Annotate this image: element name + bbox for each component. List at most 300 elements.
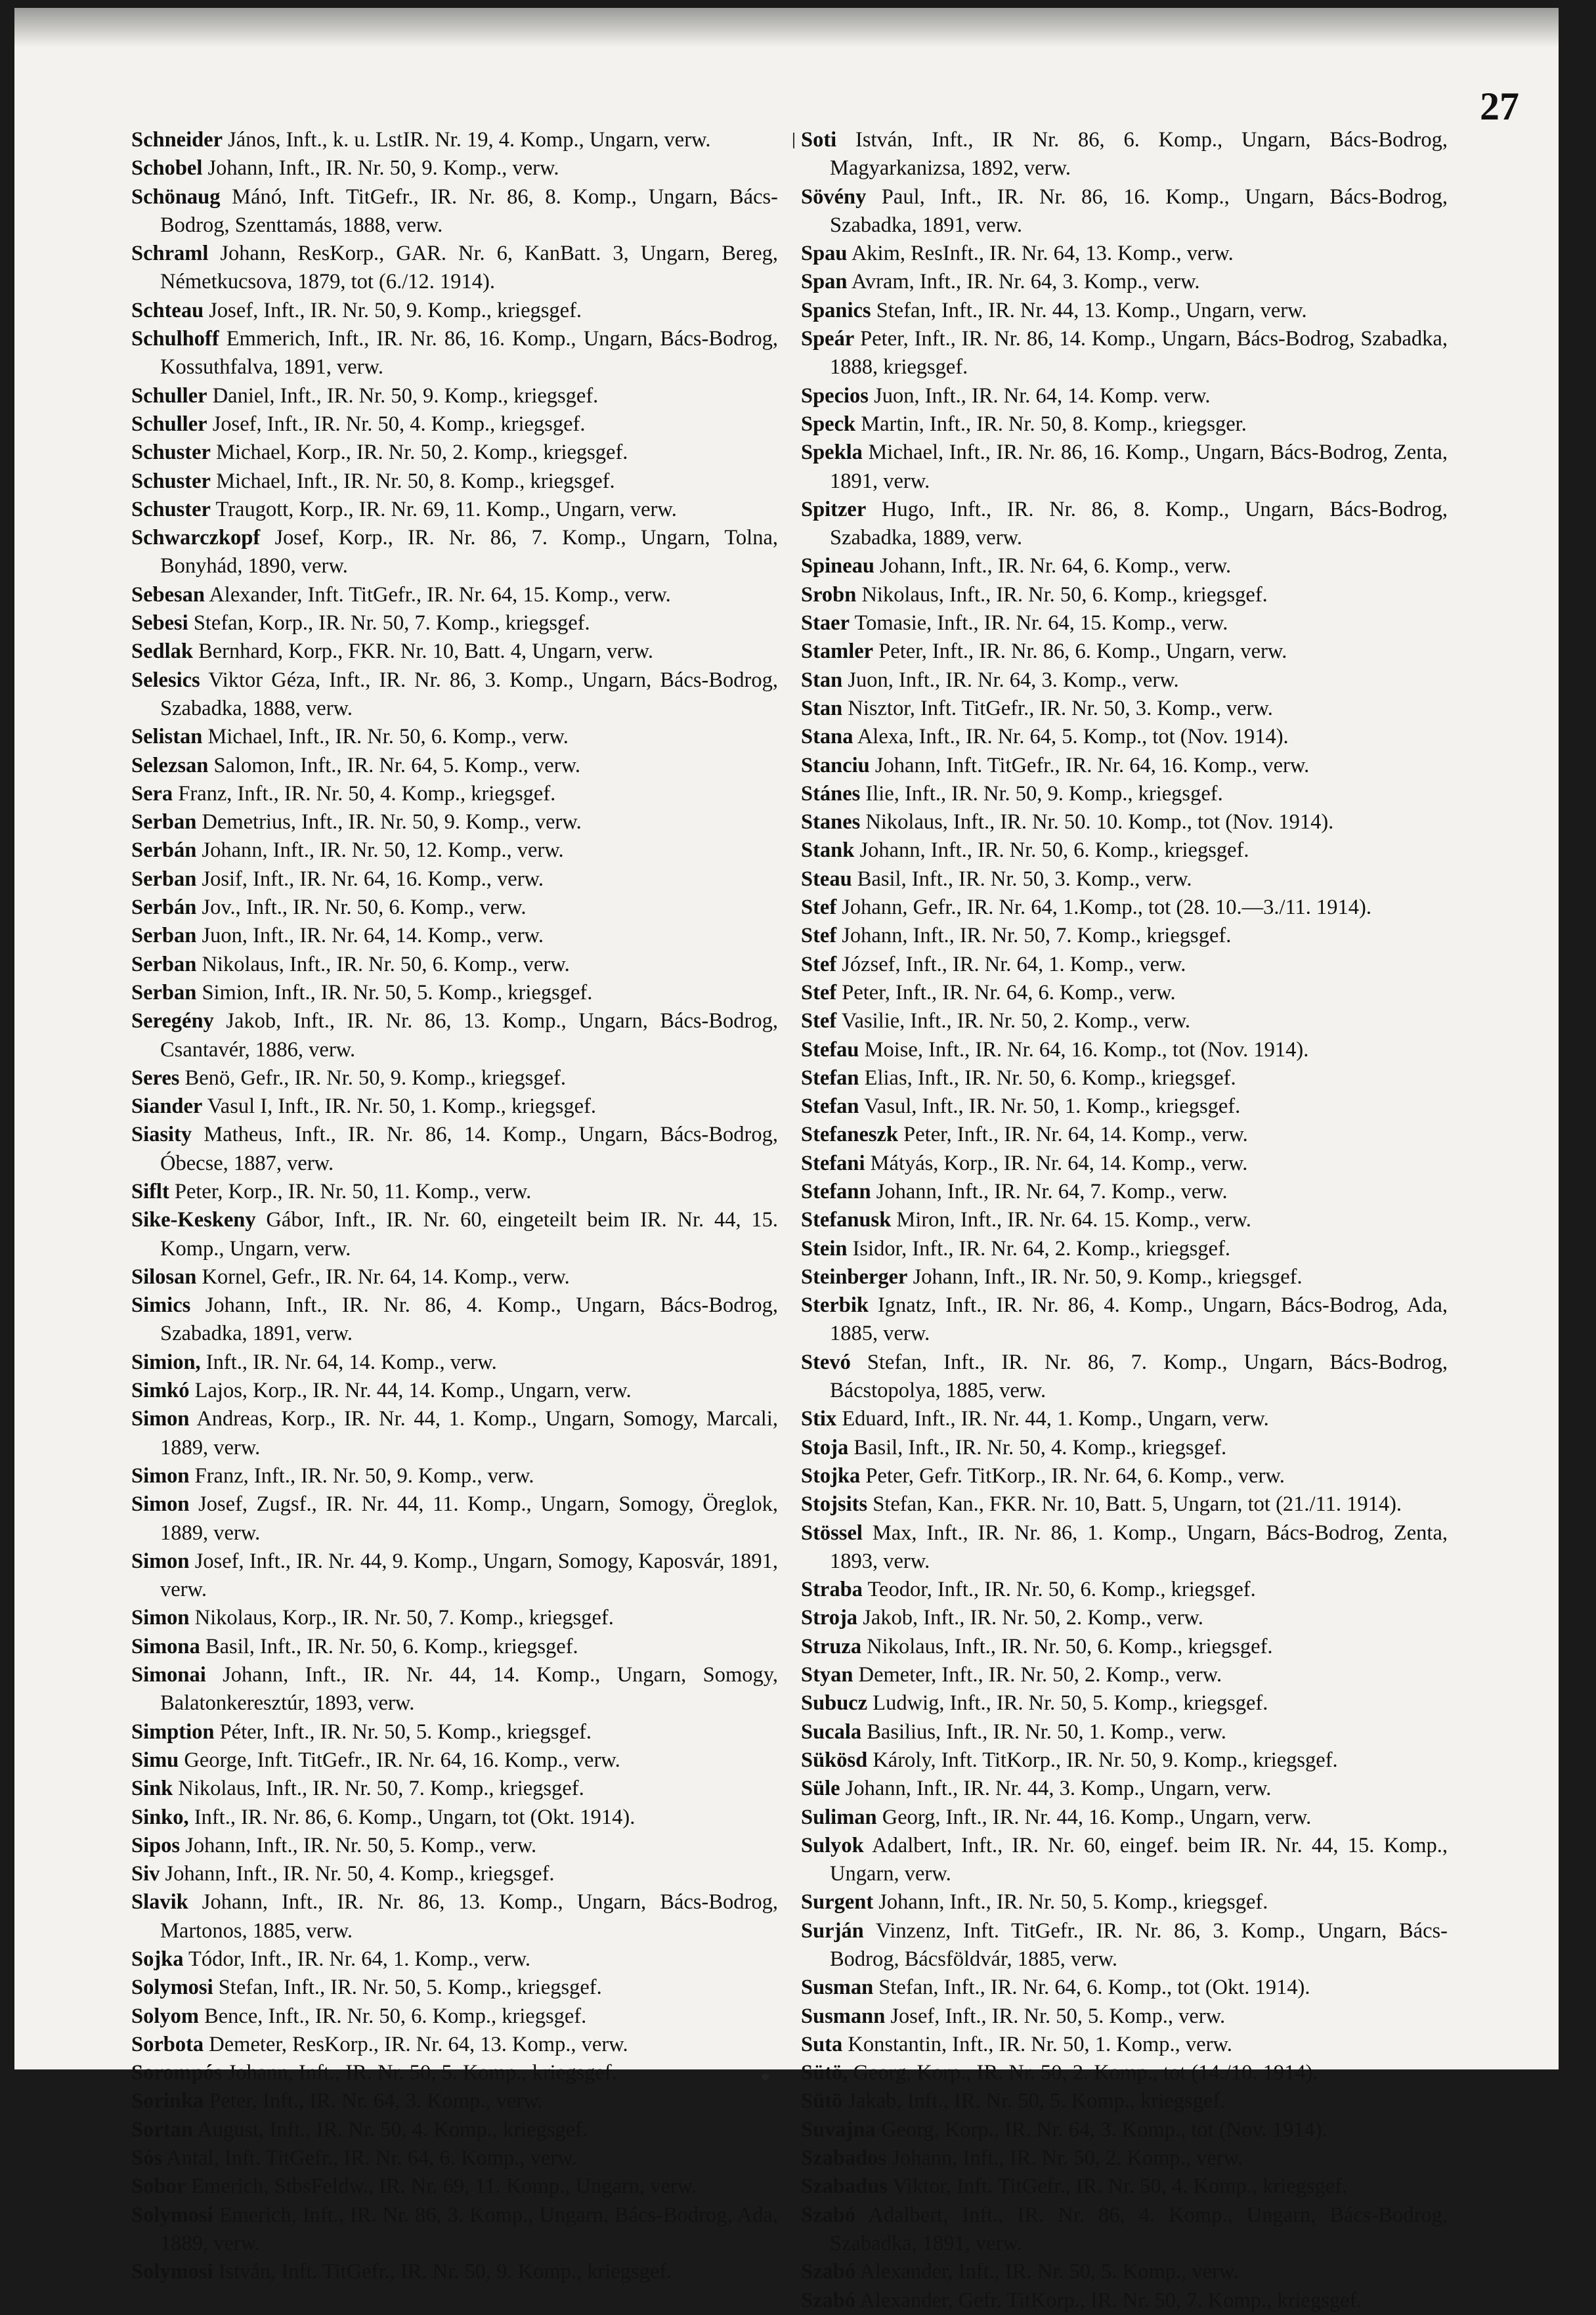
entry-surname: Sterbik bbox=[801, 1293, 869, 1318]
entry-surname: Soti bbox=[801, 128, 837, 152]
entry-details: Nikolaus, Inft., IR. Nr. 50, 7. Komp., kriegsgef. bbox=[173, 1777, 584, 1801]
entry-surname: Spau bbox=[801, 242, 848, 266]
register-entry bbox=[131, 1775, 778, 1803]
entry-details: Johann, Inft., IR. Nr. 44, 3. Komp., Ungarn, verw. bbox=[840, 1777, 1272, 1801]
entry-details: Nikolaus, Inft., IR. Nr. 50, 6. Komp., verw. bbox=[196, 952, 570, 976]
entry-details: Alexander, Gefr. TitKorp., IR. Nr. 50, 7. Komp., kriegsgef. bbox=[855, 2288, 1362, 2312]
entry-surname: Sebesan bbox=[131, 582, 205, 607]
register-entry bbox=[131, 2258, 778, 2286]
entry-details: Johann, Inft., IR. Nr. 50, 5. Komp., verw. bbox=[180, 1833, 537, 1857]
entry-surname: Solymosi bbox=[131, 1976, 213, 2000]
entry-details: Viktor, Inft. TitGefr., IR. Nr. 50, 4. Komp., kriegsgef. bbox=[887, 2174, 1348, 2199]
register-entry bbox=[801, 1661, 1448, 1689]
entry-details: Konstantin, Inft., IR. Nr. 50, 1. Komp., verw. bbox=[842, 2032, 1232, 2056]
register-entry bbox=[801, 1604, 1448, 1632]
entry-details: Johann, Inft., IR. Nr. 50, 4. Komp., kriegsgef. bbox=[160, 1862, 555, 1886]
entry-details: Alexa, Inft., IR. Nr. 64, 5. Komp., tot (Nov. 1914). bbox=[853, 725, 1289, 749]
register-entry bbox=[131, 1405, 778, 1462]
register-entry bbox=[801, 552, 1448, 580]
register-entry bbox=[801, 979, 1448, 1007]
register-entry bbox=[801, 1746, 1448, 1775]
entry-surname: Stef bbox=[801, 896, 837, 920]
register-entry bbox=[801, 1718, 1448, 1746]
register-entry bbox=[801, 666, 1448, 695]
entry-surname: Surján bbox=[801, 1918, 864, 1943]
entry-details: Vasul, Inft., IR. Nr. 50, 1. Komp., kriegsgef. bbox=[859, 1094, 1241, 1119]
register-entry bbox=[801, 1434, 1448, 1462]
entry-details: József, Inft., IR. Nr. 64, 1. Komp., verw. bbox=[836, 952, 1186, 976]
entry-surname: Styan bbox=[801, 1663, 853, 1687]
entry-details: Hugo, Inft., IR. Nr. 86, 8. Komp., Ungarn, Bács-Bodrog, Szabadka, 1889, verw. bbox=[830, 497, 1448, 550]
entry-surname: Stánes bbox=[801, 781, 861, 806]
entry-surname: Serban bbox=[131, 952, 197, 976]
entry-details: Vasilie, Inft., IR. Nr. 50, 2. Komp., verw. bbox=[836, 1009, 1191, 1033]
entry-details: Jakob, Inft., IR. Nr. 50, 2. Komp., verw. bbox=[857, 1606, 1203, 1630]
entry-surname: Suta bbox=[801, 2032, 843, 2056]
entry-surname: Simon bbox=[131, 1606, 190, 1630]
entry-details: Alexander, Inft. TitGefr., IR. Nr. 64, 15. Komp., verw. bbox=[204, 582, 671, 607]
entry-surname: Stana bbox=[801, 725, 853, 749]
entry-details: Stefan, Inft., IR. Nr. 44, 13. Komp., Ungarn, verw. bbox=[871, 298, 1307, 322]
entry-details: Tódor, Inft., IR. Nr. 64, 1. Komp., verw. bbox=[183, 1947, 531, 1971]
entry-details: Emerich, StbsFeldw., IR. Nr. 69, 11. Komp., Ungarn, verw. bbox=[186, 2174, 697, 2199]
entry-details: Benö, Gefr., IR. Nr. 50, 9. Komp., kriegsgef. bbox=[179, 1066, 566, 1090]
entry-details: Michael, Korp., IR. Nr. 50, 2. Komp., kriegsgef. bbox=[210, 441, 628, 465]
entry-surname: Stank bbox=[801, 838, 855, 863]
entry-surname: Suliman bbox=[801, 1805, 877, 1829]
entry-details: Peter, Inft., IR. Nr. 86, 6. Komp., Ungarn, verw. bbox=[873, 639, 1287, 664]
entry-details: Peter, Gefr. TitKorp., IR. Nr. 64, 6. Komp., verw. bbox=[860, 1463, 1285, 1488]
register-entry bbox=[131, 126, 778, 154]
register-entry bbox=[131, 2144, 778, 2173]
register-entry bbox=[801, 1917, 1448, 1974]
entry-surname: Simon bbox=[131, 1549, 190, 1573]
entry-surname: Schuster bbox=[131, 469, 211, 493]
entry-surname: Sortan bbox=[131, 2117, 193, 2142]
entry-surname: Sövény bbox=[801, 184, 867, 209]
entry-surname: Solyom bbox=[131, 2004, 199, 2028]
entry-details: Nikolaus, Korp., IR. Nr. 50, 7. Komp., kriegsgef. bbox=[189, 1606, 614, 1630]
entry-surname: Surgent bbox=[801, 1890, 874, 1915]
register-entry bbox=[801, 1519, 1448, 1576]
entry-details: Isidor, Inft., IR. Nr. 64, 2. Komp., kriegsgef. bbox=[847, 1236, 1231, 1261]
page bbox=[14, 8, 1559, 2312]
right-column bbox=[801, 126, 1448, 2315]
entry-surname: Szabó bbox=[801, 2288, 856, 2312]
register-entry bbox=[131, 1974, 778, 2002]
entry-surname: Silosan bbox=[131, 1265, 197, 1289]
register-entry bbox=[131, 2201, 778, 2259]
entry-details: Károly, Inft. TitKorp., IR. Nr. 50, 9. Komp., kriegsgef. bbox=[867, 1748, 1338, 1772]
entry-details: Ludwig, Inft., IR. Nr. 50, 5. Komp., kriegsgef. bbox=[867, 1691, 1268, 1716]
entry-surname: Schuster bbox=[131, 497, 211, 521]
entry-details: Josef, Korp., IR. Nr. 86, 7. Komp., Ungarn, Tolna, Bonyhád, 1890, verw. bbox=[160, 526, 778, 578]
register-entry bbox=[131, 325, 778, 382]
register-entry bbox=[131, 951, 778, 979]
entry-surname: Stefau bbox=[801, 1037, 859, 1062]
entry-surname: Slavik bbox=[131, 1890, 188, 1915]
register-entry bbox=[131, 1121, 778, 1178]
entry-details: Alexander, Inft., IR. Nr. 50, 5. Komp., verw. bbox=[855, 2260, 1239, 2284]
entry-surname: Stefan bbox=[801, 1066, 859, 1090]
register-entry bbox=[131, 2002, 778, 2031]
entry-surname: Stef bbox=[801, 952, 837, 976]
register-entry bbox=[801, 1576, 1448, 1604]
register-entry bbox=[131, 780, 778, 808]
entry-surname: Steau bbox=[801, 867, 852, 891]
entry-details: Nikolaus, Inft., IR. Nr. 50, 6. Komp., kriegsgef. bbox=[861, 1634, 1273, 1658]
entry-surname: Specios bbox=[801, 383, 869, 408]
entry-surname: Simon bbox=[131, 1407, 190, 1431]
entry-details: Emmerich, Inft., IR. Nr. 86, 16. Komp., Ungarn, Bács-Bodrog, Kossuthfalva, 1891, verw. bbox=[160, 327, 778, 379]
entry-surname: Stefann bbox=[801, 1179, 871, 1203]
entry-details: Simion, Inft., IR. Nr. 50, 5. Komp., kriegsgef. bbox=[196, 980, 593, 1005]
entry-details: Vasul I, Inft., IR. Nr. 50, 1. Komp., kriegsgef. bbox=[202, 1094, 597, 1119]
entry-details: Georg, Inft., IR. Nr. 44, 16. Komp., Ungarn, verw. bbox=[876, 1805, 1312, 1829]
register-entry bbox=[131, 467, 778, 496]
entry-details: Johann, Inft., IR. Nr. 50, 5. Komp., kriegsgef. bbox=[873, 1890, 1268, 1915]
entry-details: Salomon, Inft., IR. Nr. 64, 5. Komp., verw. bbox=[208, 753, 580, 777]
entry-surname: Serban bbox=[131, 924, 197, 948]
entry-surname: Simon bbox=[131, 1492, 190, 1517]
register-entry bbox=[801, 1974, 1448, 2002]
entry-details: Michael, Inft., IR. Nr. 86, 16. Komp., Ungarn, Bács-Bodrog, Zenta, 1891, verw. bbox=[830, 441, 1448, 493]
register-entry bbox=[131, 1349, 778, 1377]
entry-details: Adalbert, Inft., IR. Nr. 60, eingef. beim IR. Nr. 44, 15. Komp., Ungarn, verw. bbox=[830, 1833, 1448, 1886]
register-entry bbox=[131, 1490, 778, 1547]
register-entry bbox=[801, 2116, 1448, 2144]
entry-surname: Susman bbox=[801, 1976, 874, 2000]
entry-details: Tomasie, Inft., IR. Nr. 64, 15. Komp., verw. bbox=[850, 611, 1228, 636]
entry-surname: Span bbox=[801, 270, 848, 294]
entry-details: Moise, Inft., IR. Nr. 64, 16. Komp., tot (Nov. 1914). bbox=[859, 1037, 1309, 1062]
entry-details: Andreas, Korp., IR. Nr. 44, 1. Komp., Ungarn, Somogy, Marcali, 1889, verw. bbox=[160, 1407, 778, 1460]
register-entry bbox=[801, 752, 1448, 780]
entry-surname: Stanciu bbox=[801, 753, 870, 777]
register-entry bbox=[801, 1206, 1448, 1234]
register-entry bbox=[801, 1633, 1448, 1661]
entry-surname: Simics bbox=[131, 1293, 191, 1318]
entry-surname: Sink bbox=[131, 1777, 173, 1801]
left-column bbox=[131, 126, 778, 2287]
entry-surname: Szabó bbox=[801, 2203, 856, 2227]
entry-surname: Stojka bbox=[801, 1463, 861, 1488]
register-entry bbox=[131, 183, 778, 240]
entry-details: Johann, Inft., IR. Nr. 50, 5. Komp., kriegsgef. bbox=[222, 2061, 617, 2085]
bottom-mark: • bbox=[760, 2061, 771, 2093]
register-entry bbox=[131, 808, 778, 836]
register-entry bbox=[801, 382, 1448, 410]
register-entry bbox=[131, 1661, 778, 1718]
register-entry bbox=[131, 2087, 778, 2115]
register-entry bbox=[801, 638, 1448, 666]
entry-surname: Speár bbox=[801, 327, 855, 351]
entry-surname: Sobor bbox=[131, 2174, 186, 2199]
register-entry bbox=[801, 1263, 1448, 1291]
entry-details: Adalbert, Inft., IR. Nr. 86, 4. Komp., Ungarn, Bács-Bodrog, Szabadka, 1891, verw. bbox=[830, 2203, 1448, 2255]
entry-surname: Simona bbox=[131, 1634, 200, 1658]
entry-details: István, Inft., IR Nr. 86, 6. Komp., Ungarn, Bács-Bodrog, Magyarkanizsa, 1892, verw. bbox=[830, 128, 1448, 181]
entry-details: Juon, Inft., IR. Nr. 64, 14. Komp., verw. bbox=[196, 924, 544, 948]
register-entry bbox=[801, 894, 1448, 922]
register-entry bbox=[131, 1093, 778, 1121]
register-entry bbox=[131, 1377, 778, 1405]
entry-details: Basil, Inft., IR. Nr. 50, 3. Komp., verw. bbox=[852, 867, 1192, 891]
entry-surname: Stefanusk bbox=[801, 1208, 892, 1232]
entry-surname: Spekla bbox=[801, 441, 863, 465]
register-entry bbox=[131, 752, 778, 780]
entry-surname: Selistan bbox=[131, 725, 203, 749]
entry-surname: Sike-Keskeny bbox=[131, 1208, 256, 1232]
entry-details: Peter, Korp., IR. Nr. 50, 11. Komp., verw. bbox=[169, 1179, 532, 1203]
entry-details: Bence, Inft., IR. Nr. 50, 6. Komp., kriegsgef. bbox=[198, 2004, 587, 2028]
entry-surname: Schönaug bbox=[131, 184, 221, 209]
entry-details: Jakab, Inft., IR. Nr. 50, 5. Komp., kriegsgef. bbox=[842, 2089, 1226, 2113]
entry-surname: Sojka bbox=[131, 1947, 184, 1971]
register-entry bbox=[131, 979, 778, 1007]
register-entry bbox=[131, 922, 778, 950]
entry-surname: Straba bbox=[801, 1578, 863, 1602]
register-entry bbox=[801, 1235, 1448, 1263]
entry-details: Eduard, Inft., IR. Nr. 44, 1. Komp., Ungarn, verw. bbox=[836, 1407, 1269, 1431]
entry-surname: Schraml bbox=[131, 242, 209, 266]
register-entry bbox=[801, 2144, 1448, 2173]
entry-details: Juon, Inft., IR. Nr. 64, 3. Komp., verw. bbox=[842, 668, 1179, 692]
entry-surname: Stössel bbox=[801, 1521, 863, 1545]
entry-surname: Stevó bbox=[801, 1350, 851, 1374]
register-entry bbox=[131, 2031, 778, 2059]
register-entry bbox=[801, 2031, 1448, 2059]
register-entry bbox=[131, 1888, 778, 1945]
entry-surname: Staer bbox=[801, 611, 850, 636]
entry-surname: Sorbota bbox=[131, 2032, 204, 2056]
register-entry bbox=[801, 695, 1448, 723]
entry-details: Gábor, Inft., IR. Nr. 60, eingeteilt beim IR. Nr. 44, 15. Komp., Ungarn, verw. bbox=[160, 1208, 778, 1261]
entry-surname: Szabadus bbox=[801, 2174, 888, 2199]
entry-details: Jakob, Inft., IR. Nr. 86, 13. Komp., Ungarn, Bács-Bodrog, Csantavér, 1886, verw. bbox=[160, 1009, 778, 1062]
register-entry bbox=[131, 638, 778, 666]
register-entry bbox=[131, 154, 778, 183]
entry-details: Johann, Gefr., IR. Nr. 64, 1.Komp., tot (28. 10.—3./11. 1914). bbox=[836, 896, 1372, 920]
register-entry bbox=[131, 410, 778, 439]
entry-surname: Seregény bbox=[131, 1009, 214, 1033]
register-entry bbox=[131, 1746, 778, 1775]
register-entry bbox=[801, 1291, 1448, 1349]
entry-details: Johann, Inft., IR. Nr. 44, 14. Komp., Ungarn, Somogy, Balatonkeresztúr, 1893, verw. bbox=[160, 1663, 778, 1716]
entry-surname: Stefaneszk bbox=[801, 1123, 899, 1147]
entry-details: Nisztor, Inft. TitGefr., IR. Nr. 50, 3. Komp., verw. bbox=[842, 696, 1273, 720]
entry-surname: Solymosi bbox=[131, 2203, 213, 2227]
entry-details: Peter, Inft., IR. Nr. 86, 14. Komp., Ungarn, Bács-Bodrog, Szabadka, 1888, kriegsgef. bbox=[830, 327, 1448, 379]
register-entry bbox=[801, 1888, 1448, 1916]
entry-details: Nikolaus, Inft., IR. Nr. 50. 10. Komp., tot (Nov. 1914). bbox=[860, 810, 1334, 834]
register-entry bbox=[801, 2059, 1448, 2087]
entry-surname: Serban bbox=[131, 810, 197, 834]
entry-surname: Sükösd bbox=[801, 1748, 868, 1772]
entry-surname: Sedlak bbox=[131, 639, 193, 664]
entry-details: Georg, Korp., IR. Nr. 50, 2. Komp., tot (14./10. 1914). bbox=[848, 2061, 1318, 2085]
register-entry bbox=[801, 836, 1448, 865]
entry-surname: Sulyok bbox=[801, 1833, 864, 1857]
entry-details: August, Inft., IR. Nr. 50, 4. Komp., kriegsgef. bbox=[192, 2117, 588, 2142]
register-entry bbox=[131, 496, 778, 524]
entry-surname: Sucala bbox=[801, 1720, 862, 1744]
register-entry bbox=[801, 268, 1448, 296]
entry-details: Matheus, Inft., IR. Nr. 86, 14. Komp., Ungarn, Bács-Bodrog, Óbecse, 1887, verw. bbox=[160, 1123, 778, 1175]
entry-surname: Siv bbox=[131, 1862, 160, 1886]
entry-surname: Spanics bbox=[801, 298, 871, 322]
register-entry bbox=[801, 2002, 1448, 2031]
register-entry bbox=[801, 1689, 1448, 1718]
entry-details: Stefan, Inft., IR. Nr. 50, 5. Komp., kriegsgef. bbox=[213, 1976, 602, 2000]
entry-details: Johann, Inft., IR. Nr. 64, 6. Komp., verw. bbox=[874, 554, 1232, 578]
entry-details: Juon, Inft., IR. Nr. 64, 14. Komp. verw. bbox=[868, 383, 1211, 408]
page-number: 27 bbox=[1480, 85, 1519, 128]
entry-surname: Simkó bbox=[131, 1379, 190, 1403]
entry-surname: Srobn bbox=[801, 582, 857, 607]
register-entry bbox=[131, 382, 778, 410]
entry-details: Demetrius, Inft., IR. Nr. 50, 9. Komp., verw. bbox=[196, 810, 582, 834]
register-entry bbox=[131, 609, 778, 638]
register-entry bbox=[131, 1178, 778, 1206]
entry-surname: Stein bbox=[801, 1236, 848, 1261]
entry-details: Johann, Inft., IR. Nr. 50, 6. Komp., kriegsgef. bbox=[854, 838, 1249, 863]
entry-details: Vinzenz, Inft. TitGefr., IR. Nr. 86, 3. Komp., Ungarn, Bács-Bodrog, Bácsföldvár, 1885, verw. bbox=[830, 1918, 1448, 1971]
register-entry bbox=[131, 1804, 778, 1832]
entry-details: Akim, ResInft., IR. Nr. 64, 13. Komp., verw. bbox=[847, 242, 1234, 266]
register-entry bbox=[131, 2116, 778, 2144]
register-entry bbox=[131, 1633, 778, 1661]
register-entry bbox=[801, 609, 1448, 638]
register-entry bbox=[801, 865, 1448, 894]
register-entry bbox=[131, 297, 778, 325]
entry-surname: Siflt bbox=[131, 1179, 169, 1203]
register-entry bbox=[131, 240, 778, 297]
entry-details: Kornel, Gefr., IR. Nr. 64, 14. Komp., verw. bbox=[196, 1265, 570, 1289]
entry-details: Stefan, Korp., IR. Nr. 50, 7. Komp., kriegsgef. bbox=[188, 611, 590, 636]
entry-surname: Sütö bbox=[801, 2089, 843, 2113]
entry-details: Johann, Inft., IR. Nr. 50, 12. Komp., verw. bbox=[196, 838, 564, 863]
entry-details: Josef, Zugsf., IR. Nr. 44, 11. Komp., Ungarn, Somogy, Öreglok, 1889, verw. bbox=[160, 1492, 778, 1545]
entry-details: Josef, Inft., IR. Nr. 50, 4. Komp., kriegsgef. bbox=[207, 412, 586, 436]
register-entry bbox=[131, 581, 778, 609]
register-entry bbox=[801, 325, 1448, 382]
register-entry bbox=[801, 183, 1448, 240]
entry-surname: Serbán bbox=[131, 838, 197, 863]
entry-details: Peter, Inft., IR. Nr. 64, 3. Komp., verw. bbox=[204, 2089, 543, 2113]
entry-surname: Speck bbox=[801, 412, 856, 436]
register-entry bbox=[131, 723, 778, 751]
register-entry bbox=[801, 297, 1448, 325]
register-entry bbox=[131, 1007, 778, 1064]
register-entry bbox=[131, 2173, 778, 2201]
register-entry bbox=[801, 723, 1448, 751]
entry-details: Basil, Inft., IR. Nr. 50, 6. Komp., kriegsgef. bbox=[200, 1634, 578, 1658]
register-entry bbox=[801, 2201, 1448, 2259]
entry-details: Mánó, Inft. TitGefr., IR. Nr. 86, 8. Komp., Ungarn, Bács-Bodrog, Szenttamás, 1888, verw. bbox=[160, 184, 778, 237]
entry-details: Johann, Inft., IR. Nr. 86, 4. Komp., Ungarn, Bács-Bodrog, Szabadka, 1891, verw. bbox=[160, 1293, 778, 1346]
register-entry bbox=[801, 2087, 1448, 2115]
register-entry bbox=[801, 951, 1448, 979]
entry-surname: Stefan bbox=[801, 1094, 859, 1119]
entry-surname: Suvajna bbox=[801, 2117, 876, 2142]
register-entry bbox=[801, 1064, 1448, 1093]
entry-details: Lajos, Korp., IR. Nr. 44, 14. Komp., Ungarn, verw. bbox=[189, 1379, 632, 1403]
entry-details: Stefan, Inft., IR. Nr. 64, 6. Komp., tot (Okt. 1914). bbox=[873, 1976, 1310, 2000]
entry-details: Basil, Inft., IR. Nr. 50, 4. Komp., kriegsgef. bbox=[848, 1435, 1227, 1460]
entry-surname: Stanes bbox=[801, 810, 861, 834]
register-entry bbox=[801, 1775, 1448, 1803]
entry-details: Stefan, Inft., IR. Nr. 86, 7. Komp., Ungarn, Bács-Bodrog, Bácstopolya, 1885, verw. bbox=[830, 1350, 1448, 1403]
register-entry bbox=[801, 1832, 1448, 1889]
entry-details: Demeter, Inft., IR. Nr. 50, 2. Komp., verw. bbox=[853, 1663, 1222, 1687]
entry-details: Bernhard, Korp., FKR. Nr. 10, Batt. 4, Ungarn, verw. bbox=[192, 639, 653, 664]
entry-surname: Schulhoff bbox=[131, 327, 219, 351]
register-entry bbox=[801, 1036, 1448, 1064]
entry-details: Johann, Inft., IR. Nr. 50, 2. Komp., verw. bbox=[886, 2146, 1243, 2171]
entry-details: Elias, Inft., IR. Nr. 50, 6. Komp., kriegsgef. bbox=[859, 1066, 1236, 1090]
entry-surname: Schteau bbox=[131, 298, 204, 322]
register-entry bbox=[801, 2173, 1448, 2201]
entry-details: Jov., Inft., IR. Nr. 50, 6. Komp., verw. bbox=[196, 896, 527, 920]
entry-surname: Stroja bbox=[801, 1606, 858, 1630]
register-entry bbox=[801, 126, 1448, 183]
entry-surname: Sinko, bbox=[131, 1805, 189, 1829]
register-entry bbox=[131, 1604, 778, 1632]
scan-shadow bbox=[14, 8, 1559, 47]
entry-details: Johann, Inft., IR. Nr. 50, 9. Komp., kriegsgef. bbox=[907, 1265, 1303, 1289]
register-entry bbox=[131, 1064, 778, 1093]
entry-surname: Steinberger bbox=[801, 1265, 908, 1289]
register-entry bbox=[801, 1121, 1448, 1149]
register-entry bbox=[801, 1178, 1448, 1206]
register-entry bbox=[131, 1945, 778, 1974]
entry-details: István, Inft. TitGefr., IR. Nr. 50, 9. Komp., kriegsgef. bbox=[213, 2260, 672, 2284]
entry-surname: Selesics bbox=[131, 668, 200, 692]
register-entry bbox=[131, 1860, 778, 1888]
entry-surname: Sós bbox=[131, 2146, 162, 2171]
entry-surname: Serban bbox=[131, 867, 197, 891]
register-entry bbox=[131, 865, 778, 894]
entry-surname: Sorompós bbox=[131, 2061, 223, 2085]
entry-details: Johann, Inft. TitGefr., IR. Nr. 64, 16. Komp., verw. bbox=[869, 753, 1310, 777]
column-divider bbox=[793, 133, 794, 148]
register-entry bbox=[131, 666, 778, 724]
entry-details: Inft., IR. Nr. 64, 14. Komp., verw. bbox=[200, 1350, 497, 1374]
register-entry bbox=[801, 496, 1448, 553]
entry-surname: Stef bbox=[801, 1009, 837, 1033]
entry-details: Johann, Inft., IR. Nr. 50, 7. Komp., kriegsgef. bbox=[836, 924, 1232, 948]
entry-details: Avram, Inft., IR. Nr. 64, 3. Komp., verw. bbox=[847, 270, 1200, 294]
entry-details: Martin, Inft., IR. Nr. 50, 8. Komp., kriegsger. bbox=[855, 412, 1247, 436]
entry-surname: Stojsits bbox=[801, 1492, 868, 1517]
entry-surname: Simption bbox=[131, 1720, 215, 1744]
entry-details: Johann, Inft., IR. Nr. 64, 7. Komp., verw. bbox=[871, 1179, 1228, 1203]
register-entry bbox=[801, 240, 1448, 268]
register-entry bbox=[131, 1832, 778, 1860]
register-entry bbox=[131, 836, 778, 865]
entry-details: Antal, Inft. TitGefr., IR. Nr. 64, 6. Komp., verw. bbox=[162, 2146, 577, 2171]
register-entry bbox=[801, 439, 1448, 496]
entry-details: Ignatz, Inft., IR. Nr. 86, 4. Komp., Ungarn, Bács-Bodrog, Ada, 1885, verw. bbox=[830, 1293, 1448, 1346]
register-entry bbox=[801, 1462, 1448, 1490]
entry-details: Franz, Inft., IR. Nr. 50, 4. Komp., kriegsgef. bbox=[173, 781, 556, 806]
entry-details: Josif, Inft., IR. Nr. 64, 16. Komp., verw. bbox=[196, 867, 544, 891]
register-entry bbox=[131, 1462, 778, 1490]
entry-details: Josef, Inft., IR. Nr. 50, 5. Komp., verw. bbox=[885, 2004, 1226, 2028]
entry-details: Viktor Géza, Inft., IR. Nr. 86, 3. Komp., Ungarn, Bács-Bodrog, Szabadka, 1888, verw. bbox=[160, 668, 778, 720]
entry-details: Emerich, Inft., IR. Nr. 86, 3. Komp., Ungarn, Bács-Bodrog, Ada, 1889, verw. bbox=[160, 2203, 778, 2255]
